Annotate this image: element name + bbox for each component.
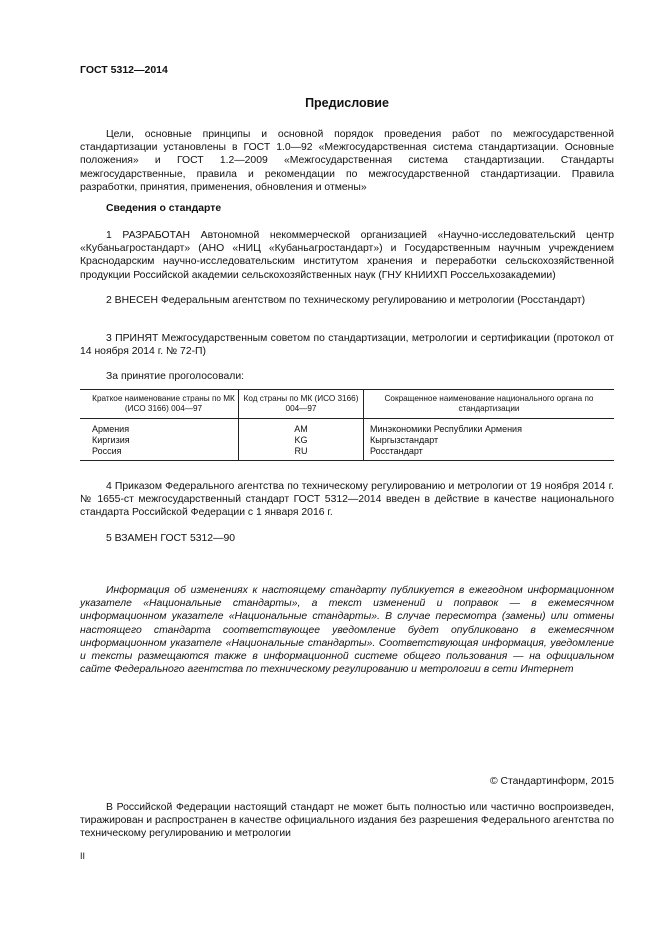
country-code: RU (239, 446, 364, 461)
country-code: KG (239, 435, 364, 446)
amendments-notice: Информация об изменениях к настоящему стандарту публикуется в ежегодном информационном указателе «Национальные стандарты», а текст изменений и поправок — в ежемесячном информационном указателе «Национальные стандарты». В случае пересмотра (замены) или отмены настоящего стандарта соответствующее уведомление будет опубликовано в ежемесячном информационном указателе «Национальные стандарты». Соответствующая информация, уведомление и тексты размещаются также в информационной системе общего пользования — на официальном сайте Федерального агентства по техническому регулированию и метрологии в сети Интернет (80, 585, 614, 676)
national-body: Минэкономики Республики Армения (364, 419, 615, 436)
vote-table (80, 389, 614, 461)
item-4-order: 4 Приказом Федерального агентства по техническому регулированию и метрологии от 19 ноября 2014 г. № 1655-ст межгосударственный стандарт ГОСТ 5312—2014 введен в действие в качестве национального стандарта Российской Федерации с 1 января 2016 г. (80, 481, 614, 519)
copyright-line: © Стандартинформ, 2015 (489, 776, 614, 787)
header-country-code: Код страны по МК (ИСО 3166) 004—97 (239, 390, 364, 419)
vote-caption: За принятие проголосовали: (106, 371, 245, 382)
item-2-submitted: 2 ВНЕСЕН Федеральным агентством по техническому регулированию и метрологии (Росстандарт) (106, 295, 586, 306)
item-5-replaces: 5 ВЗАМЕН ГОСТ 5312—90 (106, 533, 236, 544)
standard-code: ГОСТ 5312—2014 (80, 64, 168, 76)
country-code: AM (239, 419, 364, 436)
header-country-name: Краткое наименование страны по МК (ИСО 3166) 004—97 (80, 390, 239, 419)
item-3-adopted: 3 ПРИНЯТ Межгосударственным советом по стандартизации, метрологии и сертификации (протокол от 14 ноября 2014 г. № 72-П) (80, 333, 614, 358)
item-1-developed: 1 РАЗРАБОТАН Автономной некоммерческой организацией «Научно-исследовательский центр «Кубаньагростандарт» (АНО «НИЦ «Кубаньагростандарт») и Государственным научным учреждением Краснодарским научно-исследовательским институтом хранения и переработки сельскохозяйственной продукции Российской академии сельскохозяйственных наук (ГНУ КНИИХП Россельхозакадемии) (80, 230, 614, 281)
intro-paragraph: Цели, основные принципы и основной порядок проведения работ по межгосударственной стандартизации установлены в ГОСТ 1.0—92 «Межгосударственная система стандартизации. Основные положения» и ГОСТ 1.2—2009 «Межгосударственная система стандартизации. Стандарты межгосударственные, правила и рекомендации по межгосударственной стандартизации. Правила разработки, принятия, применения, обновления и отмены» (80, 129, 614, 193)
table-row (80, 419, 614, 436)
country-name: Киргизия (92, 435, 130, 445)
vote-table-header-row (80, 390, 614, 419)
page-number: II (80, 851, 86, 861)
table-row (80, 435, 614, 446)
info-heading: Сведения о стандарте (106, 203, 222, 214)
page-title: Предисловие (305, 96, 389, 110)
national-body: Кыргызстандарт (364, 435, 615, 446)
header-national-body: Сокращенное наименование национального органа по стандартизации (364, 390, 615, 419)
legal-notice: В Российской Федерации настоящий стандарт не может быть полностью или частично воспроизведен, тиражирован и распространен в качестве официального издания без разрешения Федерального агентства по техническому регулированию и метрологии (80, 802, 614, 840)
national-body: Росстандарт (364, 446, 615, 461)
country-name: Армения (92, 424, 130, 434)
country-name: Россия (80, 446, 239, 461)
table-row (80, 446, 614, 461)
